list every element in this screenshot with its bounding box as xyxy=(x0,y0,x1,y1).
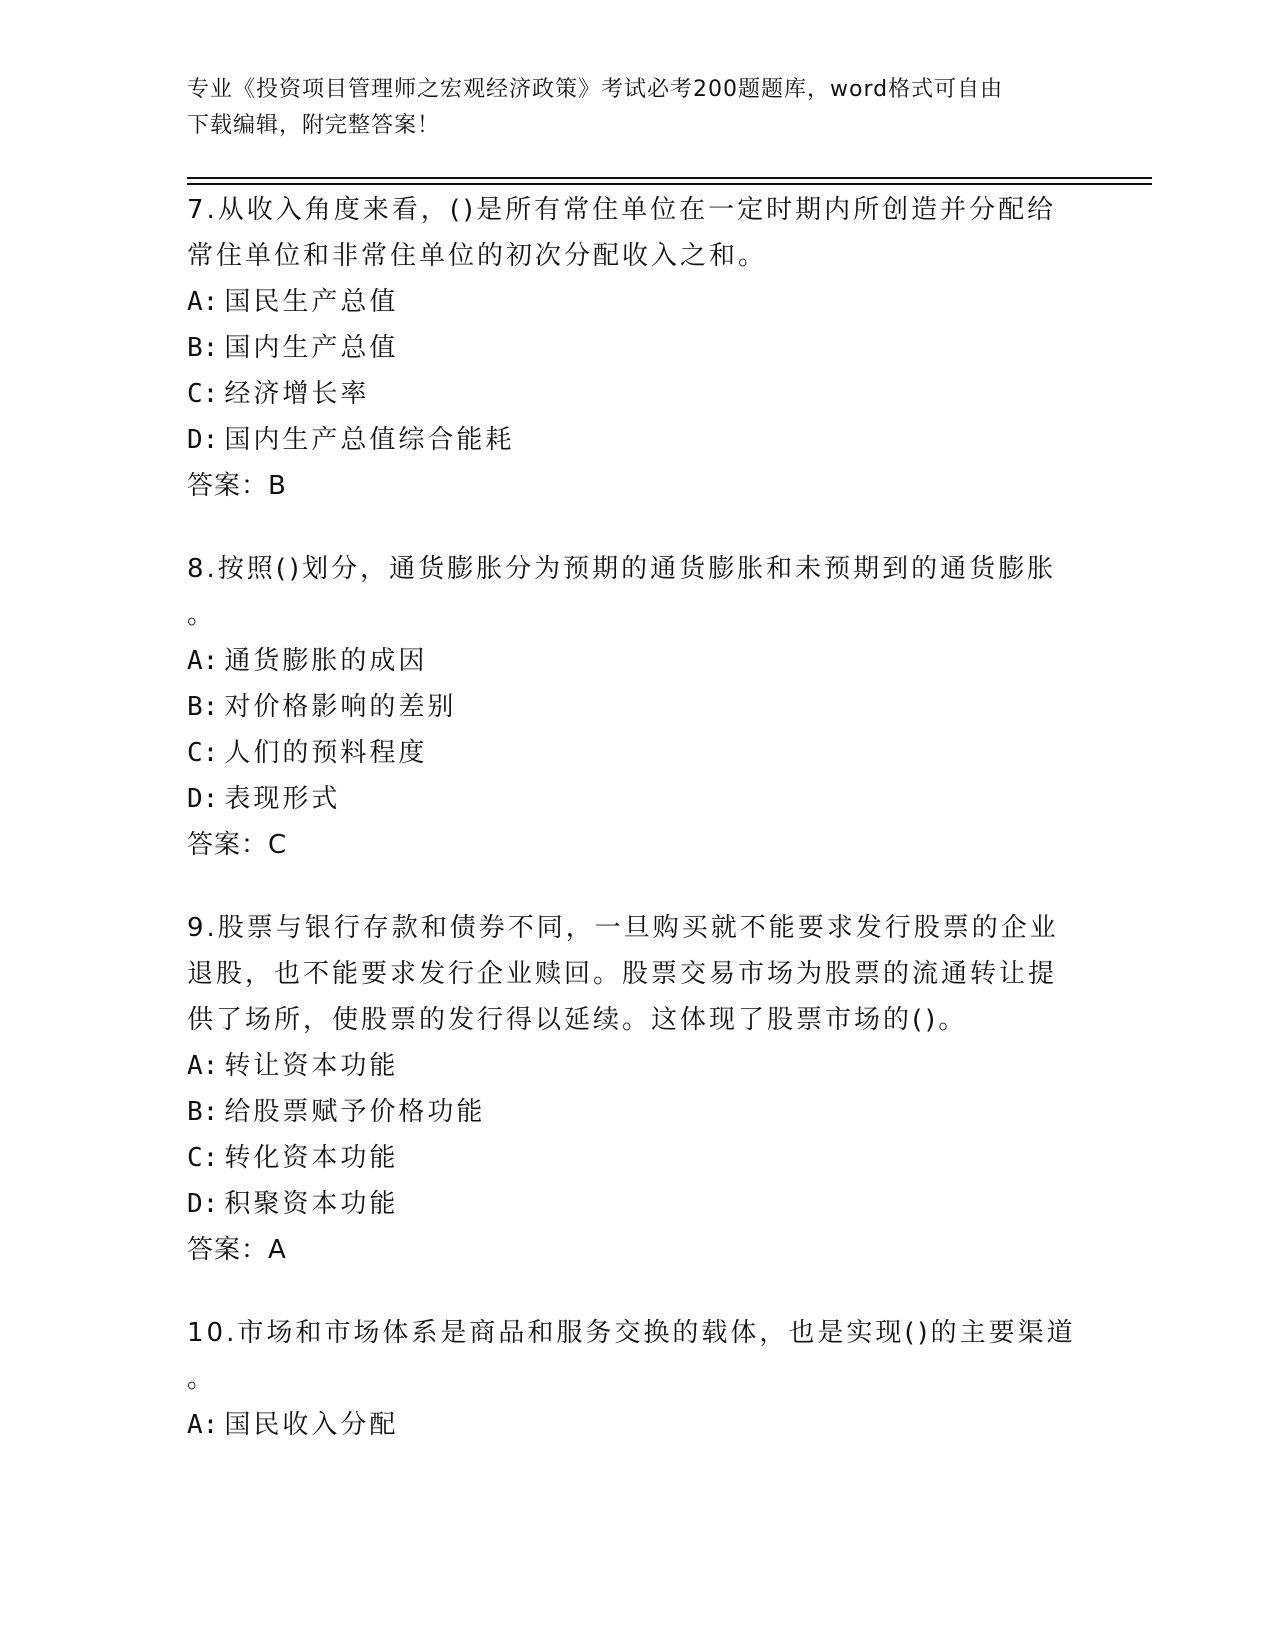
stem-line: 。 xyxy=(187,600,217,630)
option-a: A: 转让资本功能 xyxy=(187,1051,399,1081)
question-stem xyxy=(187,905,1087,1043)
stem-line: 9.股票与银行存款和债券不同，一旦购买就不能要求发行股票的企业 xyxy=(187,913,1059,943)
option-b: B: 给股票赋予价格功能 xyxy=(187,1097,486,1127)
header-line-2: 下载编辑，附完整答案！ xyxy=(187,113,441,138)
stem-line: 7.从收入角度来看，()是所有常住单位在一定时期内所创造并分配给 xyxy=(187,195,1057,225)
option-d: D: 国内生产总值综合能耗 xyxy=(187,425,515,455)
option-d: D: 积聚资本功能 xyxy=(187,1189,399,1219)
option-b: B: 对价格影响的差别 xyxy=(187,692,457,722)
answer-line: 答案：C xyxy=(187,830,288,860)
option-b: B: 国内生产总值 xyxy=(187,333,399,363)
option-c: C: 转化资本功能 xyxy=(187,1143,399,1173)
option-c: C: 人们的预料程度 xyxy=(187,738,428,768)
stem-line: 8.按照()划分，通货膨胀分为预期的通货膨胀和未预期到的通货膨胀 xyxy=(187,554,1057,584)
question-9 xyxy=(187,905,1087,1273)
option-a: A: 通货膨胀的成因 xyxy=(187,646,428,676)
document-header xyxy=(187,72,1087,144)
stem-line: 常住单位和非常住单位的初次分配收入之和。 xyxy=(187,241,768,271)
question-7 xyxy=(187,187,1087,509)
stem-line: 供了场所，使股票的发行得以延续。这体现了股票市场的()。 xyxy=(187,1005,968,1035)
option-a: A: 国民生产总值 xyxy=(187,287,399,317)
stem-line: 退股，也不能要求发行企业赎回。股票交易市场为股票的流通转让提 xyxy=(187,959,1058,989)
header-line-1: 专业《投资项目管理师之宏观经济政策》考试必考200题题库，word格式可自由 xyxy=(187,77,1004,102)
option-c: C: 经济增长率 xyxy=(187,379,370,409)
stem-line: 。 xyxy=(187,1364,217,1394)
answer-line: 答案：A xyxy=(187,1235,287,1265)
question-stem xyxy=(187,1310,1087,1402)
header-divider-top xyxy=(187,177,1152,179)
question-8 xyxy=(187,546,1087,868)
option-d: D: 表现形式 xyxy=(187,784,341,814)
option-a: A: 国民收入分配 xyxy=(187,1410,399,1440)
stem-line: 10.市场和市场体系是商品和服务交换的载体，也是实现()的主要渠道 xyxy=(187,1318,1076,1348)
header-divider-bottom xyxy=(187,183,1152,185)
question-stem xyxy=(187,187,1087,279)
answer-line: 答案：B xyxy=(187,471,287,501)
question-10 xyxy=(187,1310,1087,1448)
question-stem xyxy=(187,546,1087,638)
